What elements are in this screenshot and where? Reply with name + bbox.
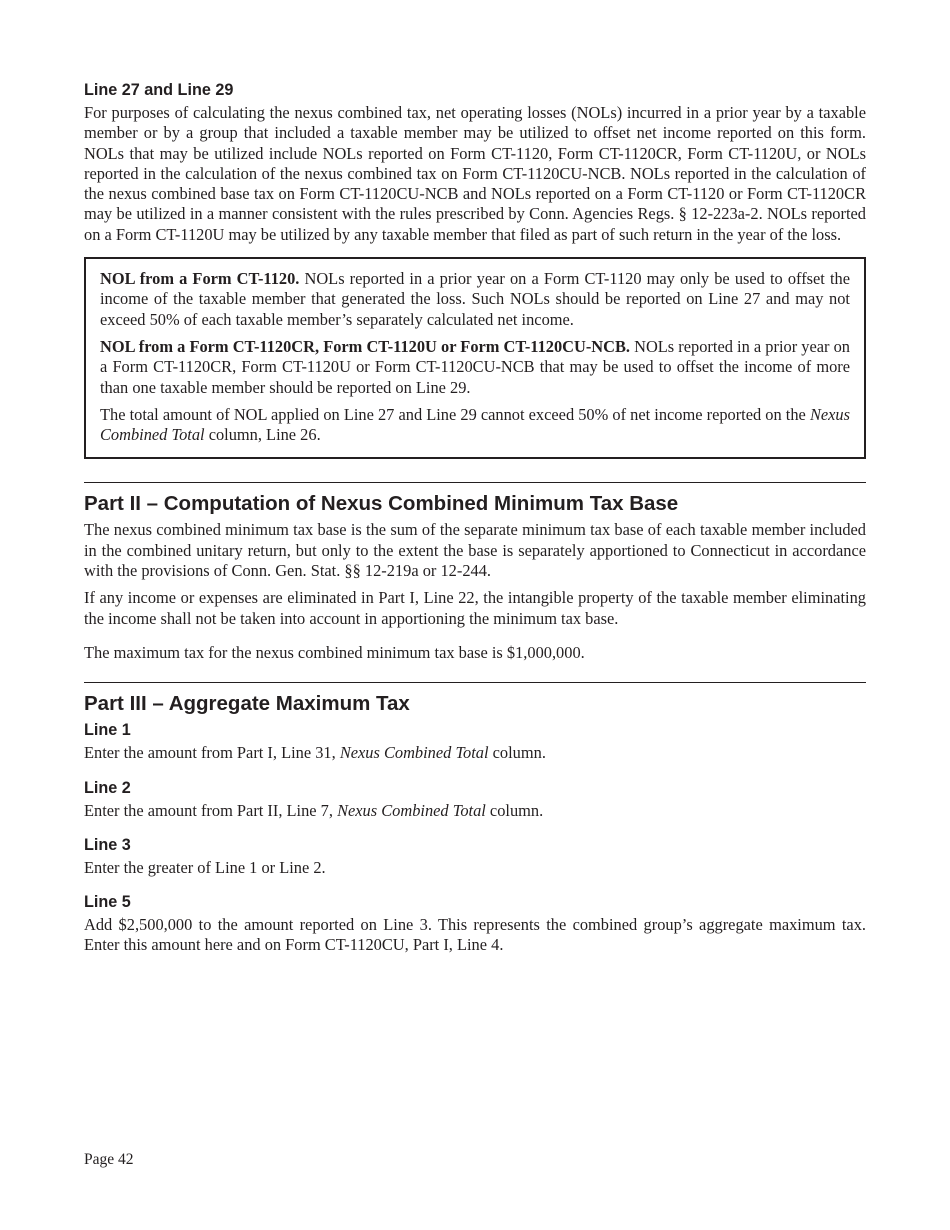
line-2-text-end: column. [485,800,544,820]
box-p3-text: The total amount of NOL applied on Line 27 and Line 29 cannot exceed 50% of net income reported on the [100,404,810,424]
document-page [84,80,866,956]
line-2-text-start: Enter the amount from Part II, Line 7, [84,800,338,820]
box-p1-text: NOLs reported in a prior year on a Form CT-1120 may only be used to offset the income of the taxable member that generated the loss. Such NOLs should be reported on Line 27 and may not exceed 50% of each taxable member’s separately calculated net income. [100,269,850,329]
line-5-text: Add $2,500,000 to the amount reported on Line 3. This represents the combined group’s aggregate maximum tax. Enter this amount here and on Form CT-1120CU, Part I, Line 4. [84,915,866,955]
line-1-text-start: Enter the amount from Part I, Line 31, [84,743,340,763]
box-p3-italic: Nexus Combined Total [100,404,850,445]
section-divider-2 [84,682,866,683]
line-3-text: Enter the greater of Line 1 or Line 2. [84,857,326,877]
line-2-italic: Nexus Combined Total [337,800,486,820]
part-2-paragraph-2: If any income or expenses are eliminated in Part I, Line 22, the intangible property of the taxable member eliminating the income shall not be taken into account in apportioning the minimum tax base. [84,588,866,628]
page-number: Page 42 [84,1151,134,1168]
line-27-29-heading: Line 27 and Line 29 [84,81,234,99]
box-p2-bold: NOL from a Form CT-1120CR, Form CT-1120U or Form CT-1120CU-NCB. [100,336,630,356]
line-1-heading: Line 1 [84,721,131,740]
part-2-paragraph-3: The maximum tax for the nexus combined minimum tax base is $1,000,000. [84,642,585,662]
box-paragraph-1 [100,269,850,330]
line-2-heading: Line 2 [84,778,131,797]
box-p3-end: column, Line 26. [204,425,321,445]
part-2-paragraph-1: The nexus combined minimum tax base is the sum of the separate minimum tax base of each taxable member included in the combined unitary return, but only to the extent the base is separately apportioned to Connecticut in accordance with the provisions of Conn. Gen. Stat. §§ 12-219a or 12-244. [84,520,866,581]
box-p1-bold: NOL from a Form CT-1120. [100,269,300,289]
part-2-heading: Part II – Computation of Nexus Combined Minimum Tax Base [84,492,679,516]
box-paragraph-3 [100,405,850,446]
line-2-text [84,801,866,821]
box-paragraph-2 [100,337,850,398]
box-p2-text: NOLs reported in a prior year on a Form CT-1120CR, Form CT-1120U or Form CT-1120CU-NCB that may be used to offset the income of more than one taxable member should be reported on Line 29. [100,336,850,397]
line-1-text-end: column. [488,743,546,763]
line-3-heading: Line 3 [84,835,131,854]
line-27-29-body: For purposes of calculating the nexus combined tax, net operating losses (NOLs) incurred in a prior year by a taxable member or by a group that included a taxable member may be utilized to offset net income reported on this form. NOLs that may be utilized include NOLs reported on Form CT-1120, Form CT-1120CR, Form CT-1120U, or NOLs reported in the calculation of the nexus combined tax on Form CT-1120CU-NCB. NOLs reported in the calculation of the nexus combined base tax on Form CT-1120CU-NCB and NOLs reported on a Form CT-1120 or Form CT-1120CR may be utilized in a manner consistent with the rules prescribed by Conn. Agencies Regs. § 12-223a-2. NOLs reported on a Form CT-1120U may be utilized by any taxable member that filed as part of such return in the year of the loss. [84,103,866,244]
section-divider-1 [84,482,866,483]
line-5-heading: Line 5 [84,893,131,912]
nol-info-box [84,257,866,459]
line-1-text [84,743,866,763]
line-1-italic: Nexus Combined Total [339,743,489,763]
part-3-heading: Part III – Aggregate Maximum Tax [84,692,410,716]
